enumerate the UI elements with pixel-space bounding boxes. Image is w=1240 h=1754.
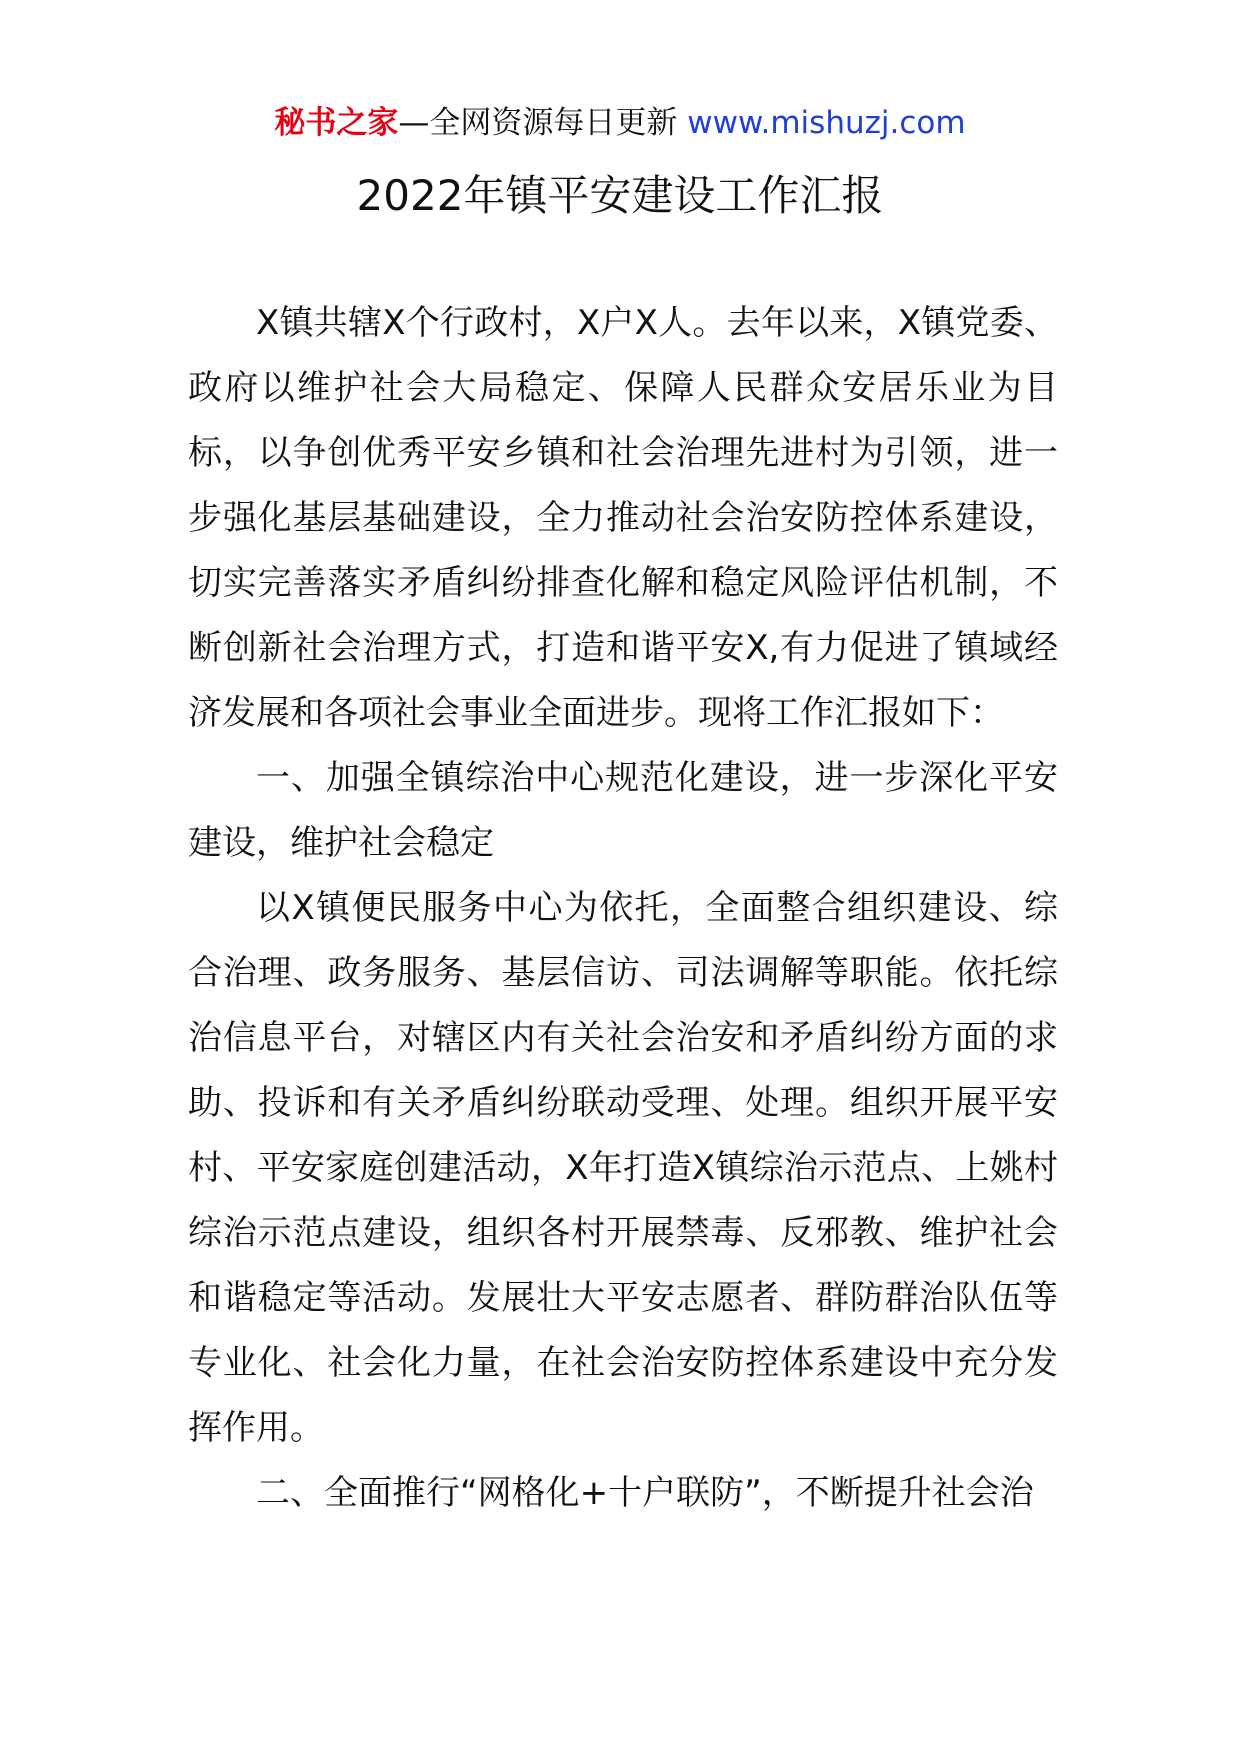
document-title: 2022年镇平安建设工作汇报 [356, 171, 884, 220]
section-heading-1: 一、加强全镇综治中心规范化建设，进一步深化平安建设，维护社会稳定 [188, 758, 1058, 863]
section-heading-2: 二、全面推行“网格化+十户联防”，不断提升社会治 [256, 1473, 1034, 1513]
intro-paragraph: X镇共辖X个行政村，X户X人。去年以来，X镇党委、政府以维护社会大局稳定、保障人民群众安居乐业为目标，以争创优秀平安乡镇和社会治理先进村为引领，进一步强化基层基础建设，全力推动社会治安防控体系建设，切实完善落实矛盾纠纷排查化解和稳定风险评估机制，不断创新社会治理方式，打造和谐平安X,有力促进了镇域经济发展和各项社会事业全面进步。现将工作汇报如下： [188, 303, 1058, 733]
site-header [0, 100, 1240, 146]
brand-name: 秘书之家 [274, 105, 399, 141]
section-1-paragraph: 以X镇便民服务中心为依托，全面整合组织建设、综合治理、政务服务、基层信访、司法调解等职能。依托综治信息平台，对辖区内有关社会治安和矛盾纠纷方面的求助、投诉和有关矛盾纠纷联动受理、处理。组织开展平安村、平安家庭创建活动，X年打造X镇综治示范点、上姚村综治示范点建设，组织各村开展禁毒、反邪教、维护社会和谐稳定等活动。发展壮大平安志愿者、群防群治队伍等专业化、社会化力量，在社会治安防控体系建设中充分发挥作用。 [188, 888, 1058, 1448]
document-body [188, 291, 1058, 1526]
site-url[interactable]: www.mishuzj.com [687, 105, 966, 141]
header-slogan: —全网资源每日更新 [398, 105, 688, 141]
